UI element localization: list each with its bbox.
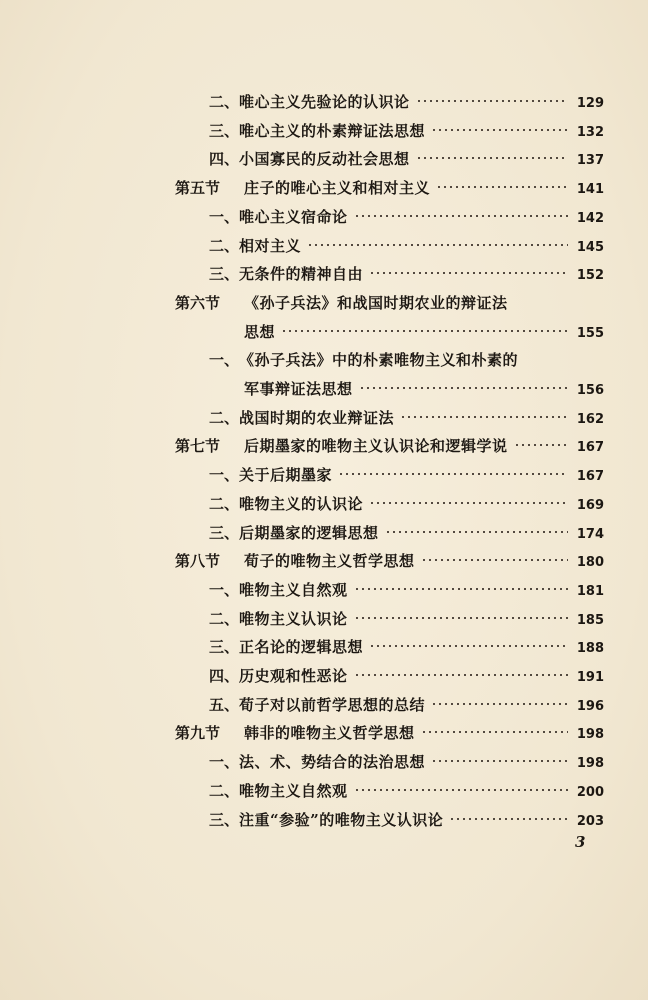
dot-leader	[354, 211, 568, 221]
entry-page-number: 145	[576, 239, 604, 255]
dot-leader	[416, 153, 568, 163]
toc-entry-line	[209, 88, 604, 118]
toc-entry-line	[244, 375, 604, 405]
entry-title: 唯物主义的认识论	[239, 494, 364, 513]
toc-entry-line	[209, 145, 604, 175]
toc-entry-line	[175, 547, 604, 577]
entry-page-number: 129	[576, 96, 604, 111]
entry-title: 唯物主义自然观	[239, 580, 348, 599]
toc-item-row	[0, 260, 648, 289]
toc-item-row	[0, 490, 648, 519]
entry-title: 唯物主义认识论	[239, 609, 348, 628]
item-number: 五、	[209, 695, 240, 714]
dot-leader	[449, 814, 568, 824]
toc-entry-line	[175, 719, 604, 749]
dot-leader	[354, 613, 568, 623]
entry-title: 无条件的精神自由	[239, 265, 364, 284]
toc-item-row	[0, 145, 648, 174]
entry-title: 荀子对以前哲学思想的总结	[239, 695, 426, 714]
entry-page-number: 198	[576, 756, 604, 772]
dot-leader	[354, 584, 568, 594]
entry-page-number: 156	[576, 383, 604, 398]
toc-entry-line	[209, 346, 604, 375]
dot-leader	[431, 125, 568, 135]
entry-title: 正名论的逻辑思想	[239, 638, 364, 657]
toc-section-row	[0, 289, 648, 318]
entry-page-number: 162	[576, 411, 604, 427]
item-number: 一、	[209, 351, 240, 370]
dot-leader	[431, 756, 568, 766]
toc-entry-line	[209, 117, 604, 147]
item-number: 二、	[209, 494, 240, 513]
entry-page-number: 196	[576, 698, 604, 714]
entry-title: 小国寡民的反动社会思想	[239, 150, 410, 169]
item-number: 四、	[209, 150, 240, 169]
item-number: 二、	[209, 93, 240, 111]
toc-entry-line	[209, 806, 604, 836]
item-number: 二、	[209, 408, 240, 427]
entry-page-number: 188	[576, 641, 604, 657]
item-number: 一、	[209, 580, 240, 599]
entry-page-number: 152	[576, 268, 604, 284]
toc-entry-line	[209, 519, 604, 549]
toc-entry-line	[209, 260, 604, 290]
toc-item-row	[0, 633, 648, 662]
entry-title: 唯心主义宿命论	[239, 207, 348, 226]
section-number: 第六节	[175, 293, 221, 312]
entry-title: 《孙子兵法》和战国时期农业的辩证法	[244, 293, 508, 312]
toc-entry-line	[209, 490, 604, 520]
entry-title: 战国时期的农业辩证法	[239, 408, 395, 427]
entry-page-number: 181	[576, 583, 604, 599]
dot-leader	[369, 268, 568, 278]
entry-page-number: 200	[576, 784, 604, 800]
toc-item-row	[0, 203, 648, 232]
toc-entry-line	[209, 203, 604, 233]
section-number: 第九节	[175, 724, 221, 743]
toc-item-row	[0, 806, 648, 835]
toc-entry-line	[175, 432, 604, 462]
entry-page-number: 198	[576, 727, 604, 743]
item-number: 三、	[209, 265, 240, 284]
item-number: 一、	[209, 466, 240, 485]
toc-item-row	[0, 605, 648, 634]
dot-leader	[369, 641, 568, 651]
item-number: 二、	[209, 781, 240, 800]
item-number: 一、	[209, 207, 240, 226]
entry-page-number: 185	[576, 612, 604, 628]
toc-section-row	[0, 432, 648, 461]
toc-item-row	[0, 777, 648, 806]
toc-section-row	[0, 547, 648, 576]
dot-leader	[385, 527, 568, 537]
item-number: 三、	[209, 121, 240, 140]
entry-title: 历史观和性恶论	[239, 667, 348, 685]
toc-entry-line	[209, 232, 604, 262]
dot-leader	[431, 699, 568, 709]
toc-item-row	[0, 691, 648, 720]
dot-leader	[400, 412, 568, 422]
entry-page-number: 132	[576, 124, 604, 140]
entry-page-number: 180	[576, 555, 604, 571]
section-number: 第七节	[175, 437, 221, 456]
entry-title: 注重“参验”的唯物主义认识论	[239, 810, 444, 829]
entry-title: 《孙子兵法》中的朴素唯物主义和朴素的	[239, 351, 519, 370]
entry-title: 韩非的唯物主义哲学思想	[244, 724, 415, 743]
page-folio: 3	[575, 833, 586, 851]
entry-title: 法、术、势结合的法治思想	[239, 753, 426, 772]
toc-entry-line	[209, 662, 604, 692]
toc-item-row	[0, 232, 648, 261]
dot-leader	[421, 727, 568, 737]
entry-title: 军事辩证法思想	[244, 380, 353, 398]
item-number: 三、	[209, 638, 240, 657]
toc-entry-line	[209, 576, 604, 606]
entry-page-number: 203	[576, 813, 604, 829]
dot-leader	[369, 498, 568, 508]
toc-entry-line	[175, 174, 604, 204]
entry-title: 关于后期墨家	[239, 466, 333, 485]
dot-leader	[307, 240, 568, 250]
item-number: 一、	[209, 753, 240, 772]
dot-leader	[281, 326, 568, 336]
item-number: 二、	[209, 609, 240, 628]
toc-entry-line	[209, 404, 604, 434]
entry-page-number: 169	[576, 497, 604, 513]
entry-page-number: 167	[576, 440, 604, 456]
toc-entry-line	[175, 289, 604, 318]
toc-item-row	[0, 346, 648, 375]
section-number: 第八节	[175, 552, 221, 571]
item-number: 三、	[209, 523, 240, 542]
toc-section-row	[0, 719, 648, 748]
item-number: 二、	[209, 236, 240, 255]
dot-leader	[514, 440, 568, 450]
entry-page-number: 191	[576, 670, 604, 685]
toc-entry-line	[244, 318, 604, 348]
dot-leader	[436, 182, 568, 192]
toc-item-row	[0, 88, 648, 117]
toc-entry-line	[209, 605, 604, 635]
item-number: 三、	[209, 810, 240, 829]
toc-item-row	[0, 748, 648, 777]
entry-title: 唯心主义的朴素辩证法思想	[239, 121, 426, 140]
dot-leader	[359, 383, 568, 393]
toc-entry-line	[209, 461, 604, 491]
entry-page-number: 142	[576, 210, 604, 226]
toc-section-row	[0, 174, 648, 203]
toc-entry-line	[209, 633, 604, 663]
dot-leader	[338, 469, 568, 479]
entry-page-number: 137	[576, 153, 604, 169]
entry-page-number: 141	[576, 182, 604, 198]
entry-title: 庄子的唯心主义和相对主义	[244, 179, 431, 198]
dot-leader	[416, 96, 568, 106]
entry-title: 荀子的唯物主义哲学思想	[244, 552, 415, 571]
toc-item-row	[0, 117, 648, 146]
toc-item-row	[0, 662, 648, 691]
entry-title: 唯物主义自然观	[239, 781, 348, 800]
toc-item-row	[0, 318, 648, 347]
toc-item-row	[0, 461, 648, 490]
entry-page-number: 167	[576, 469, 604, 485]
dot-leader	[421, 555, 568, 565]
section-number: 第五节	[175, 179, 221, 198]
toc-item-row	[0, 576, 648, 605]
entry-title: 唯心主义先验论的认识论	[239, 93, 410, 111]
toc-entry-line	[209, 777, 604, 807]
toc-entry-line	[209, 748, 604, 778]
entry-title: 后期墨家的逻辑思想	[239, 523, 379, 542]
toc-entry-line	[209, 691, 604, 721]
toc-item-row	[0, 519, 648, 548]
entry-page-number: 155	[576, 325, 604, 341]
entry-title: 相对主义	[239, 236, 302, 255]
entry-title: 后期墨家的唯物主义认识论和逻辑学说	[244, 437, 508, 456]
entry-title: 思想	[244, 322, 276, 341]
dot-leader	[354, 670, 568, 680]
entry-page-number: 174	[576, 526, 604, 542]
item-number: 四、	[209, 667, 240, 685]
dot-leader	[354, 785, 568, 795]
toc-item-row	[0, 375, 648, 404]
toc-item-row	[0, 404, 648, 433]
